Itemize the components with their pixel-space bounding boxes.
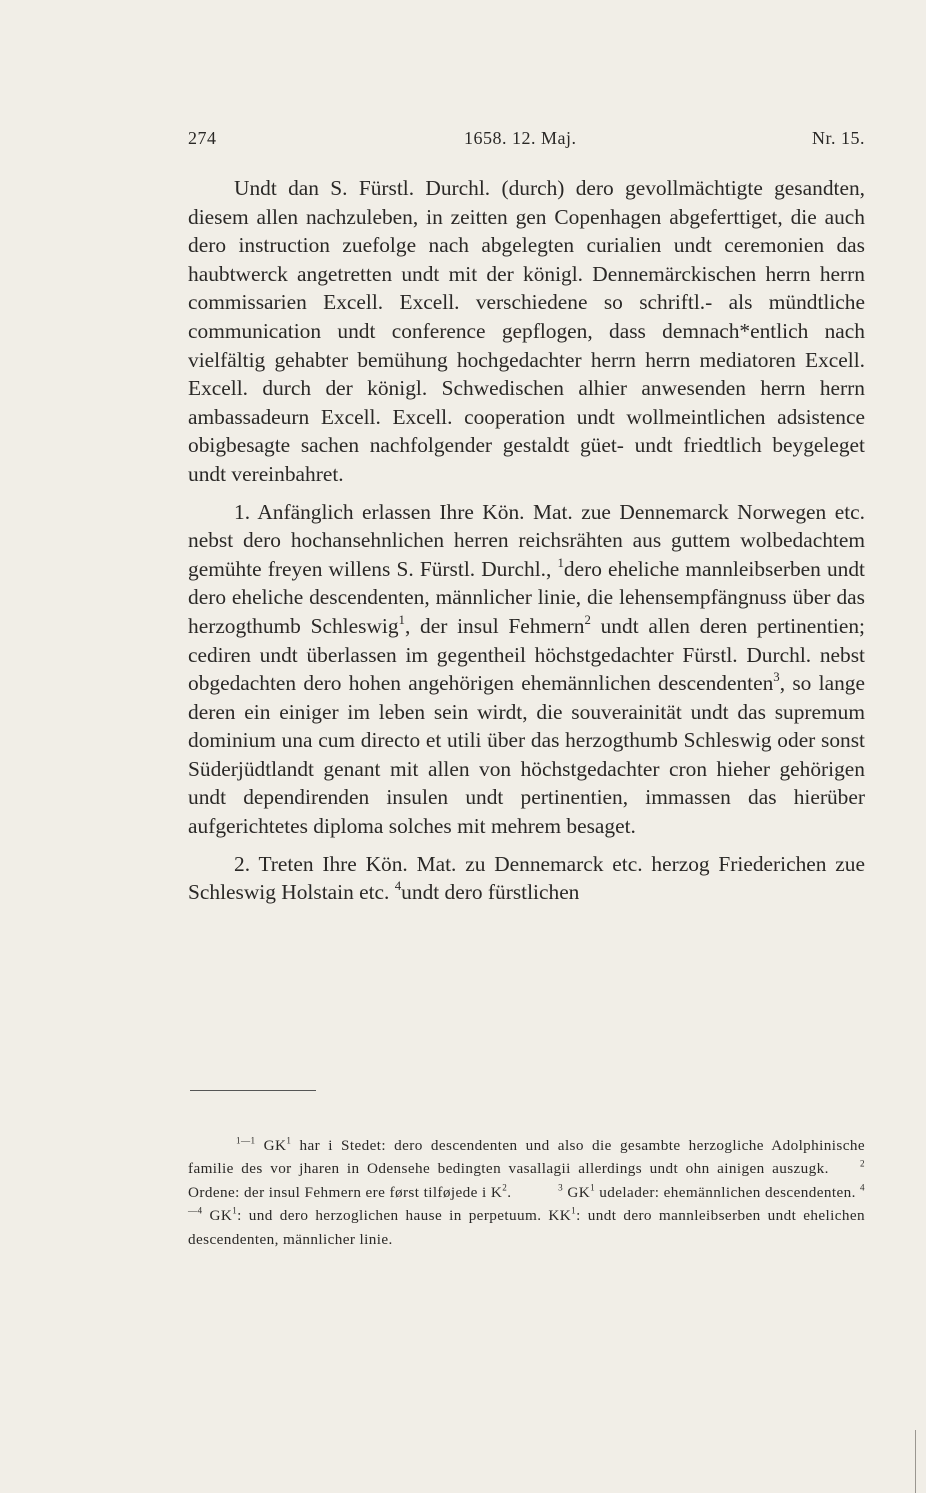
footnote-text: : undt dero mannleibserben undt ehelichen descendenten, männlicher linie.: [188, 1207, 866, 1248]
text-run: undt allen deren pertinentien; cediren undt überlassen im gegentheil höchstgedachter Fürstl. Durchl. nebst obgedachten dero hohen angehörigen ehemännlichen descendenten: [188, 613, 865, 696]
intro-paragraph: Undt dan S. Fürstl. Durchl. (durch) dero gevollmächtigte gesandten, diesem allen nachzuleben, in zeitten gen Copenhagen abgeferttiget, die auch dero instruction zuefolge nach abgelegten curialien undt ceremonien das haubtwerck angetretten undt mit der königl. Dennemärckischen herrn herrn commissarien Excell. Excell. verschiedene so schriftl.- als mündtliche communication undt conference gepflogen, dass demnach*entlich nach vielfältig gehabter bemühung hochgedachter herrn herrn mediatoren Excell. Excell. durch der königl. Schwedischen alhier anwesenden herrn herrn ambassadeurn Excell. Excell. cooperation undt wollmeintlichen adsistence obigbesagte sachen nachfolgender gestaldt güet- undt friedtlich beygeleget undt vereinbahret.: [188, 176, 865, 486]
text-run: undt dero fürstlichen: [401, 880, 580, 905]
running-header: [188, 128, 865, 158]
footnote-block: [188, 1134, 865, 1251]
text-run: 1. Anfänglich erlassen Ihre Kön. Mat. zue Dennemarck Norwegen etc. nebst dero hochansehnlichen herren reichsrähten aus guttem wolbedachtem gemühte freyen willens S. Fürstl. Durchl.,: [188, 499, 865, 581]
article-1-paragraph: [188, 498, 865, 841]
page-edge-mark: [915, 1430, 926, 1493]
siglum-index: 1: [232, 1205, 238, 1216]
text-run: 2. Treten Ihre Kön. Mat. zu Dennemarck etc. herzog Friederichen zue Schleswig Holstain etc.: [188, 851, 865, 905]
siglum-index: 2: [502, 1182, 508, 1193]
footnote-text: udelader: ehemännlichen descendenten.: [595, 1183, 856, 1201]
footnote-ref: 2: [584, 612, 591, 627]
article-2-paragraph: [188, 850, 865, 907]
header-date: 1658. 12. Maj.: [464, 128, 577, 148]
footnote-mark: 2: [860, 1159, 865, 1170]
footnote-text: Ordene: der insul Fehmern ere først tilføjede i K: [188, 1183, 503, 1201]
page-number: 274: [188, 128, 217, 148]
source-siglum: GK: [563, 1183, 591, 1201]
footnote-ref: 3: [773, 670, 780, 685]
footnote-text: .: [507, 1183, 512, 1201]
source-siglum: GK: [202, 1207, 233, 1225]
source-siglum: GK: [263, 1137, 287, 1154]
document-number: Nr. 15.: [812, 128, 865, 148]
main-text: [188, 174, 865, 907]
footnotes: [188, 1134, 865, 1251]
text-run: , der insul Fehmern: [404, 613, 585, 638]
footnote-ref: 1: [398, 612, 405, 627]
siglum-index: 1: [286, 1135, 292, 1146]
text-run: , so lange deren ein einiger im leben sein wirdt, die souverainität undt das supremum dominium una cum directo et utili über das herzogthumb Schleswig oder sonst Süderjüdtlandt genant mit allen von höchstgedachter cron hieher gehörigen undt dependirenden insulen undt pertinentien, immassen das hierüber aufgerichtetes diploma solches mit mehrem besaget.: [188, 671, 865, 839]
footnote-ref: 1: [557, 555, 564, 570]
footnote-mark: 4—4: [188, 1182, 865, 1216]
footnote-ref: 4: [394, 879, 402, 894]
footnote-text: har i Stedet: dero descendenten und also die gesambte herzogliche Adolphinische familie des vor jharen in Odensehe bedingten vasallagii allerdings undt ohn ainigen auszugk.: [188, 1137, 865, 1178]
siglum-index: 1: [571, 1205, 577, 1216]
siglum-index: 1: [590, 1182, 596, 1193]
footnote-mark: 1—1: [236, 1135, 256, 1146]
text-run: dero eheliche mannleibserben undt dero eheliche descendenten, männlicher linie, die lehensempfängnuss über das herzogthumb Schleswig: [188, 556, 865, 638]
footnote-mark: 3: [558, 1182, 564, 1193]
footnote-text: : und dero herzoglichen hause in perpetuum. KK: [237, 1207, 572, 1225]
footnote-divider: [190, 1090, 316, 1091]
